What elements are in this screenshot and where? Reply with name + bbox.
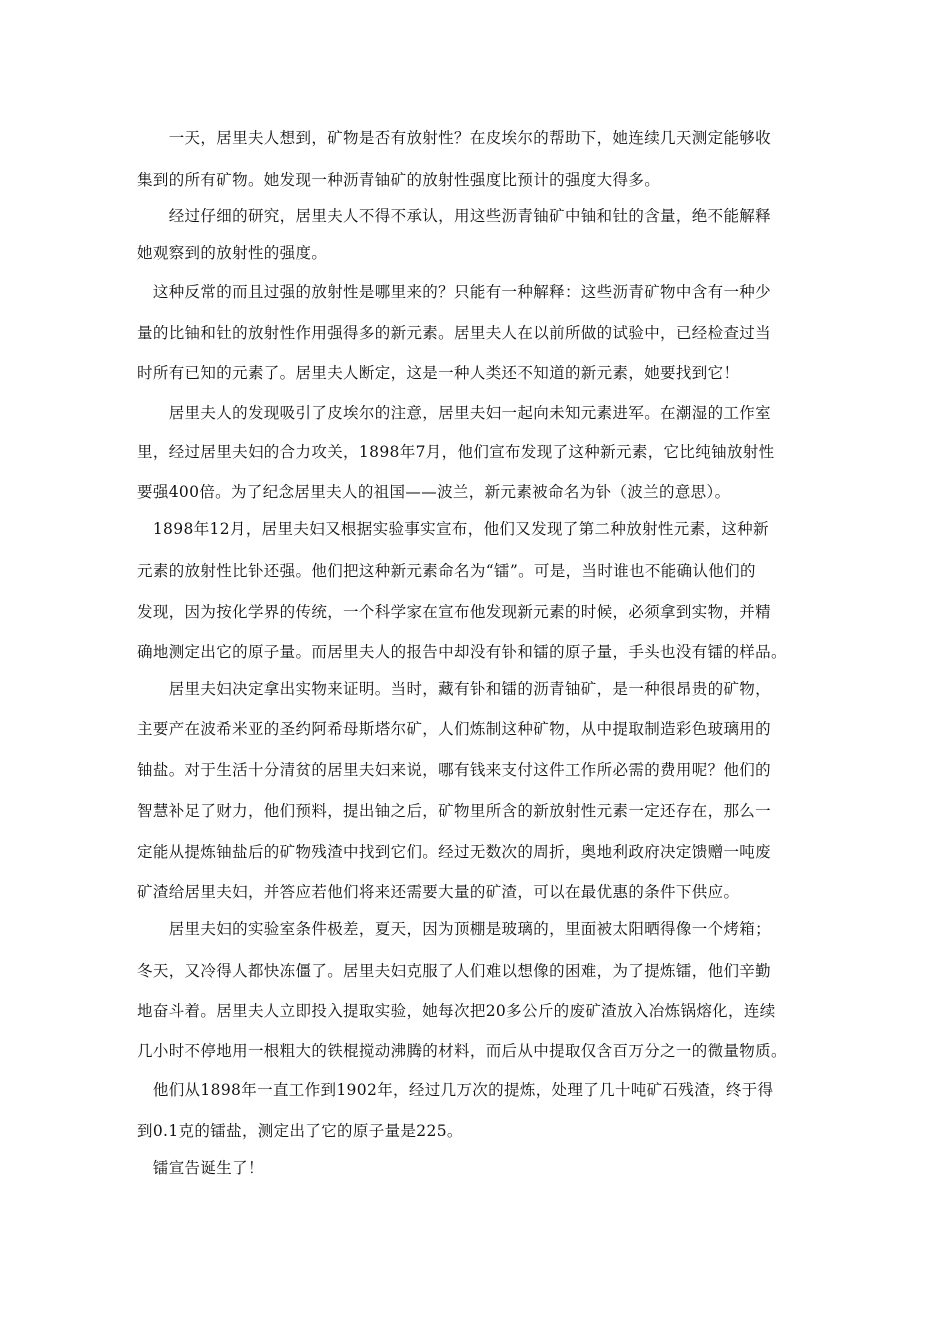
text-line: 几小时不停地用一根粗大的铁棍搅动沸腾的材料，而后从中提取仅含百万分之一的微量物质。 xyxy=(137,1042,787,1060)
text-line: 这种反常的而且过强的放射性是哪里来的？只能有一种解释：这些沥青矿物中含有一种少 xyxy=(137,283,772,301)
text-line: 冬天，又冷得人都快冻僵了。居里夫妇克服了人们难以想像的困难，为了提炼镭，他们辛勤 xyxy=(137,962,772,980)
text-line: 铀盐。对于生活十分清贫的居里夫妇来说，哪有钱来支付这件工作所必需的费用呢？他们的 xyxy=(137,761,772,779)
text-line: 一天，居里夫人想到，矿物是否有放射性？在皮埃尔的帮助下，她连续几天测定能够收 xyxy=(137,129,772,147)
text-line: 到0.1克的镭盐，测定出了它的原子量是225。 xyxy=(137,1122,463,1140)
text-line: 经过仔细的研究，居里夫人不得不承认，用这些沥青铀矿中铀和钍的含量，绝不能解释 xyxy=(137,207,772,225)
text-line: 1898年12月，居里夫妇又根据实验事实宣布，他们又发现了第二种放射性元素，这种新 xyxy=(137,520,769,538)
text-line: 他们从1898年一直工作到1902年，经过几万次的提炼，处理了几十吨矿石残渣，终于得 xyxy=(137,1081,774,1099)
text-line: 时所有已知的元素了。居里夫人断定，这是一种人类还不知道的新元素，她要找到它！ xyxy=(137,364,740,382)
text-line: 她观察到的放射性的强度。 xyxy=(137,244,328,262)
text-line: 智慧补足了财力，他们预料，提出铀之后，矿物里所含的新放射性元素一定还存在，那么一 xyxy=(137,802,772,820)
text-line: 居里夫妇的实验室条件极差，夏天，因为顶棚是玻璃的，里面被太阳晒得像一个烤箱； xyxy=(137,920,772,938)
text-line: 集到的所有矿物。她发现一种沥青铀矿的放射性强度比预计的强度大得多。 xyxy=(137,171,661,189)
text-line: 矿渣给居里夫妇，并答应若他们将来还需要大量的矿渣，可以在最优惠的条件下供应。 xyxy=(137,883,740,901)
text-line: 居里夫妇决定拿出实物来证明。当时，藏有钋和镭的沥青铀矿，是一种很昂贵的矿物， xyxy=(137,680,772,698)
text-line: 主要产在波希米亚的圣约阿希母斯塔尔矿，人们炼制这种矿物，从中提取制造彩色玻璃用的 xyxy=(137,720,772,738)
text-line: 里，经过居里夫妇的合力攻关，1898年7月，他们宣布发现了这种新元素，它比纯铀放射性 xyxy=(137,443,775,461)
text-line: 要强400倍。为了纪念居里夫人的祖国——波兰，新元素被命名为钋（波兰的意思）。 xyxy=(137,483,731,501)
text-line: 镭宣告诞生了！ xyxy=(137,1159,264,1177)
text-line: 居里夫人的发现吸引了皮埃尔的注意，居里夫妇一起向未知元素进军。在潮湿的工作室 xyxy=(137,404,772,422)
text-line: 定能从提炼铀盐后的矿物残渣中找到它们。经过无数次的周折，奥地利政府决定馈赠一吨废 xyxy=(137,843,772,861)
text-line: 发现，因为按化学界的传统，一个科学家在宣布他发现新元素的时候，必须拿到实物，并精 xyxy=(137,603,772,621)
text-line: 地奋斗着。居里夫人立即投入提取实验，她每次把20多公斤的废矿渣放入冶炼锅熔化，连续 xyxy=(137,1002,776,1020)
text-line: 元素的放射性比钋还强。他们把这种新元素命名为“镭”。可是，当时谁也不能确认他们的 xyxy=(137,562,756,580)
text-line: 量的比铀和钍的放射性作用强得多的新元素。居里夫人在以前所做的试验中，已经检查过当 xyxy=(137,324,772,342)
text-line: 确地测定出它的原子量。而居里夫人的报告中却没有钋和镭的原子量，手头也没有镭的样品。 xyxy=(137,643,787,661)
